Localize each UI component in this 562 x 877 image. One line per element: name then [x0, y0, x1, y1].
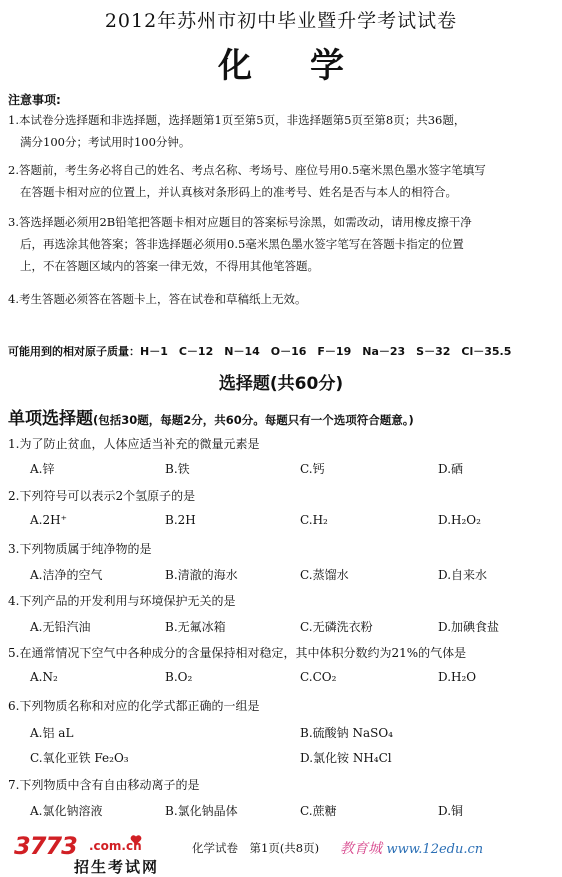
notice-line: 1.本试卷分选择题和非选择题，选择题第1页至第5页，非选择题第5页至第8页；共36题，	[8, 113, 466, 127]
question-2-option-b: B.2H	[165, 513, 196, 527]
question-5-option-b: B.O₂	[165, 670, 193, 684]
question-7-option-c: C.蔗糖	[300, 804, 337, 818]
question-5-stem: 5.在通常情况下空气中各种成分的含量保持相对稳定，其中体积分数约为21%的气体是	[8, 646, 467, 660]
watermark-logo: 3773	[14, 832, 77, 860]
watermark-domain: .com.cn	[89, 839, 142, 853]
notice-line: 满分100分；考试用时100分钟。	[20, 135, 191, 149]
question-1-option-c: C.钙	[300, 462, 325, 476]
part-note: (包括30题，每题2分，共60分。每题只有一个选项符合题意。)	[93, 413, 414, 427]
question-4-option-a: A.无铅汽油	[30, 620, 91, 634]
notice-heading: 注意事项:	[8, 93, 61, 107]
question-7-option-b: B.氯化钠晶体	[165, 804, 238, 818]
question-6-option-d: D.氯化铵 NH₄Cl	[300, 751, 392, 765]
question-7-option-d: D.铜	[438, 804, 464, 818]
question-2-stem: 2.下列符号可以表示2个氢原子的是	[8, 489, 196, 503]
question-3-option-c: C.蒸馏水	[300, 568, 349, 582]
notice-line: 上，不在答题区域内的答案一律无效，不得用其他笔答题。	[20, 259, 319, 273]
page-footer-bar	[0, 832, 562, 876]
brand-url: www.12edu.cn	[386, 842, 484, 857]
question-4-stem: 4.下列产品的开发利用与环境保护无关的是	[8, 594, 236, 608]
question-3-option-d: D.自来水	[438, 568, 488, 582]
question-6-option-a: A.铝 aL	[30, 726, 74, 740]
question-1-stem: 1.为了防止贫血，人体应适当补充的微量元素是	[8, 437, 260, 451]
question-5-option-c: C.CO₂	[300, 670, 337, 684]
question-6-option-b: B.硫酸钠 NaSO₄	[300, 726, 393, 740]
notice-line: 4.考生答题必须答在答题卡上，答在试卷和草稿纸上无效。	[8, 292, 307, 306]
question-6-option-c: C.氧化亚铁 Fe₂O₃	[30, 751, 129, 765]
question-5-option-d: D.H₂O	[438, 670, 477, 684]
question-3-option-a: A.洁净的空气	[30, 568, 103, 582]
notice-line: 在答题卡相对应的位置上，并认真核对条形码上的准考号、姓名是否与本人的相符合。	[20, 185, 457, 199]
question-4-option-c: C.无磷洗衣粉	[300, 620, 373, 634]
brand-watermark	[340, 838, 483, 858]
exam-title: 2012年苏州市初中毕业暨升学考试试卷	[104, 10, 458, 32]
section-title: 选择题(共60分)	[218, 374, 344, 394]
question-1-option-d: D.硒	[438, 462, 464, 476]
question-7-option-a: A.氯化钠溶液	[30, 804, 103, 818]
notice-line: 3.答选择题必须用2B铅笔把答题卡相对应题目的答案标号涂黑，如需改动，请用橡皮擦干净	[8, 215, 472, 229]
question-4-option-b: B.无氟冰箱	[165, 620, 226, 634]
question-2-option-c: C.H₂	[300, 513, 328, 527]
notice-item-2	[8, 159, 556, 203]
question-3-option-b: B.清澈的海水	[165, 568, 238, 582]
question-5-option-a: A.N₂	[30, 670, 58, 684]
page-number: 化学试卷 第1页(共8页)	[192, 841, 320, 855]
question-2-option-a: A.2H⁺	[30, 513, 67, 527]
question-1-option-a: A.锌	[30, 462, 55, 476]
part-title: 单项选择题	[8, 409, 93, 429]
question-4-option-d: D.加碘食盐	[438, 620, 500, 634]
question-7-stem: 7.下列物质中含有自由移动离子的是	[8, 778, 200, 792]
brand-name: 教育城	[340, 841, 382, 857]
question-3-stem: 3.下列物质属于纯净物的是	[8, 542, 152, 556]
part-heading	[8, 404, 414, 429]
notice-item-3	[8, 211, 556, 277]
question-1-option-b: B.铁	[165, 462, 190, 476]
notice-line: 2.答题前，考生务必将自己的姓名、考点名称、考场号、座位号用0.5毫米黑色墨水签字笔填写	[8, 163, 486, 177]
notice-item-1	[8, 109, 556, 153]
notice-item-4	[8, 288, 556, 310]
subject-title: 化学	[218, 46, 402, 86]
notice-line: 后，再选涂其他答案；答非选择题必须用0.5毫米黑色墨水签字笔写在答题卡指定的位置	[20, 237, 464, 251]
question-6-stem: 6.下列物质名称和对应的化学式都正确的一组是	[8, 699, 260, 713]
watermark-tagline: 招生考试网	[74, 858, 160, 876]
atomic-masses: 可能用到的相对原子质量：H－1 C－12 N－14 O－16 F－19 Na－23 S－32 Cl－35.5	[8, 345, 512, 358]
question-2-option-d: D.H₂O₂	[438, 513, 481, 527]
